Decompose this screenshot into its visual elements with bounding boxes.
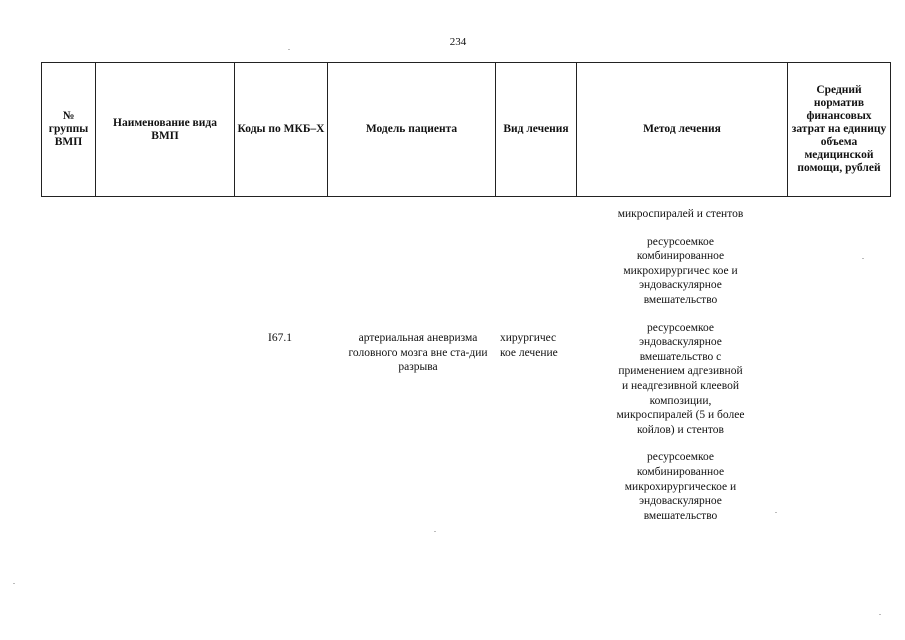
icd-code: I67.1	[268, 332, 292, 344]
scan-speck	[775, 512, 777, 513]
table-header	[41, 62, 891, 197]
scan-speck	[13, 583, 15, 584]
header-icd-codes: Коды по МКБ–Х	[235, 63, 328, 197]
method-item: микроспиралей и стентов	[617, 208, 744, 220]
header-row	[42, 63, 891, 197]
scan-speck	[879, 614, 881, 615]
page-number: 234	[449, 36, 467, 48]
header-vmp-name: Наименование вида ВМП	[96, 63, 235, 197]
header-patient-model: Модель пациента	[328, 63, 496, 197]
scan-speck	[288, 49, 290, 50]
treatment-type: хирургичес кое лечение	[500, 332, 558, 359]
patient-model: артериальная аневризма головного мозга вне ста-дии разрыва	[348, 332, 488, 374]
treatment-methods	[614, 207, 747, 536]
header-group-number: № группы ВМП	[42, 63, 96, 197]
scan-speck	[434, 531, 436, 532]
header-treatment-method: Метод лечения	[577, 63, 788, 197]
method-item: ресурсоемкое комбинированное микрохирургичес кое и эндоваскулярное вмешательство	[623, 235, 738, 306]
method-item: ресурсоемкое эндоваскулярное вмешательство с применением адгезивной и неадгезивной клеевой композиции, микроспиралей (5 и более койлов) и стентов	[616, 321, 745, 436]
scan-speck	[862, 258, 864, 259]
method-item: ресурсоемкое комбинированное микрохирургическое и эндоваскулярное вмешательство	[624, 451, 737, 522]
header-average-cost: Средний норматив финансовых затрат на единицу объема медицинской помощи, рублей	[788, 63, 891, 197]
header-treatment-type: Вид лечения	[496, 63, 577, 197]
